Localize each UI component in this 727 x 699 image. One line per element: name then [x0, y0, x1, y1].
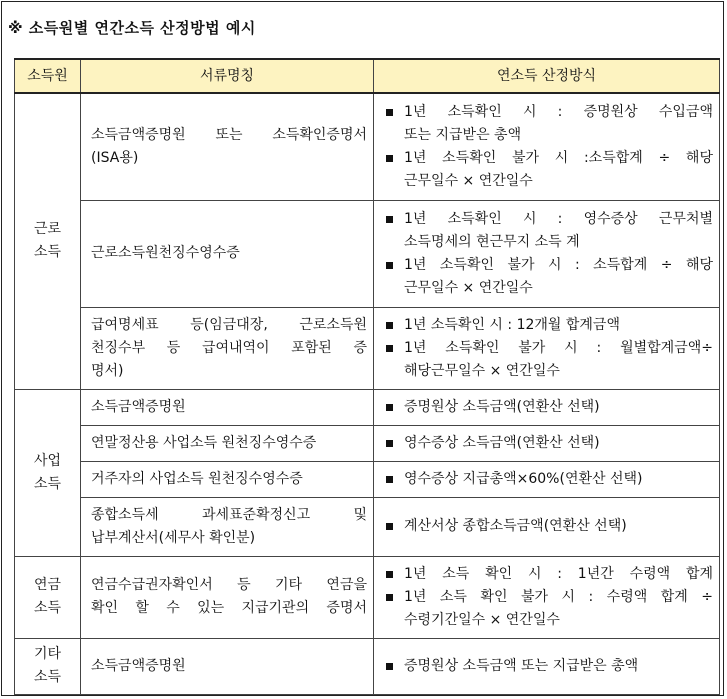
- document-cell: 소득금액증명원: [81, 638, 374, 694]
- document-cell: 연금수급권자확인서 등 기타 연금을 확인 할 수 있는 지급기관의 증명서: [81, 556, 374, 638]
- table-row: [15, 638, 720, 694]
- bullet-item: 영수증상 지급총액×60%(연환산 선택): [384, 468, 713, 491]
- category-other: 기타 소득: [15, 638, 81, 694]
- document-cell: 연말정산용 사업소득 원천징수영수증: [81, 425, 374, 461]
- document-cell: 소득금액증명원: [81, 389, 374, 425]
- category-labor: 근로 소득: [15, 93, 81, 389]
- header-method: 연소득 산정방식: [374, 59, 720, 93]
- table-row: [15, 461, 720, 497]
- income-method-table: [14, 58, 720, 695]
- header-income-source: 소득원: [15, 59, 81, 93]
- bullet-item: 1년 소득확인 불가 시 : 월별합계금액÷: [384, 337, 713, 360]
- table-row: [15, 556, 720, 638]
- header-document-name: 서류명칭: [81, 59, 374, 93]
- method-cell: [374, 638, 720, 694]
- table-row: [15, 497, 720, 556]
- bullet-item: 1년 소득확인 불가 시 :소득합계 ÷ 해당: [384, 147, 713, 170]
- bullet-item: 1년 소득확인 불가 시 : 소득합계 ÷ 해당: [384, 254, 713, 277]
- method-cell: 1년 소득확인 시 : 증명원상 수입금액 또는 지급받은 총액 1년 소득확인 불가 시 :소득합계 ÷ 해당 근무일수 × 연간일수: [374, 93, 720, 200]
- bullet-item: 영수증상 소득금액(연환산 선택): [384, 432, 713, 455]
- table-row: [15, 200, 720, 307]
- page-title: ※ 소득원별 연간소득 산정방법 예시: [8, 19, 256, 37]
- method-cell: [374, 461, 720, 497]
- table-row: [15, 93, 720, 200]
- method-cell: [374, 389, 720, 425]
- bullet-item: 계산서상 종합소득금액(연환산 선택): [384, 515, 713, 538]
- method-cell: [374, 425, 720, 461]
- method-cell: 1년 소득 확인 시 : 1년간 수령액 합계 1년 소득 확인 불가 시 : 수령액 합계 ÷ 수령기간일수 × 연간일수: [374, 556, 720, 638]
- bullet-item: 1년 소득확인 시 : 증명원상 수입금액: [384, 101, 713, 124]
- category-business: 사업 소득: [15, 389, 81, 556]
- document-cell: 근로소득원천징수영수증: [81, 200, 374, 307]
- bullet-item: 증명원상 소득금액 또는 지급받은 총액: [384, 655, 713, 678]
- bullet-item: 1년 소득확인 시 : 영수증상 근무처별: [384, 208, 713, 231]
- method-cell: 1년 소득확인 시 : 12개월 합계금액 1년 소득확인 불가 시 : 월별합계금액÷ 해당근무일수 × 연간일수: [374, 307, 720, 389]
- bullet-item: 1년 소득확인 시 : 12개월 합계금액: [384, 314, 713, 337]
- method-cell: [374, 497, 720, 556]
- document-cell: 급여명세표 등(임금대장, 근로소득원 천징수부 등 급여내역이 포함된 증 명서): [81, 307, 374, 389]
- table-row: [15, 307, 720, 389]
- method-cell: 1년 소득확인 시 : 영수증상 근무처별 소득명세의 현근무지 소득 계 1년 소득확인 불가 시 : 소득합계 ÷ 해당 근무일수 × 연간일수: [374, 200, 720, 307]
- table-row: [15, 425, 720, 461]
- bullet-item: 1년 소득 확인 시 : 1년간 수령액 합계: [384, 563, 713, 586]
- bullet-item: 증명원상 소득금액(연환산 선택): [384, 396, 713, 419]
- header-row: [15, 59, 720, 93]
- category-pension: 연금 소득: [15, 556, 81, 638]
- table-row: [15, 389, 720, 425]
- document-cell: 소득금액증명원 또는 소득확인증명서 (ISA용): [81, 93, 374, 200]
- document-cell: 거주자의 사업소득 원천징수영수증: [81, 461, 374, 497]
- bullet-item: 1년 소득 확인 불가 시 : 수령액 합계 ÷: [384, 586, 713, 609]
- document-cell: 종합소득세 과세표준확정신고 및 납부계산서(세무사 확인분): [81, 497, 374, 556]
